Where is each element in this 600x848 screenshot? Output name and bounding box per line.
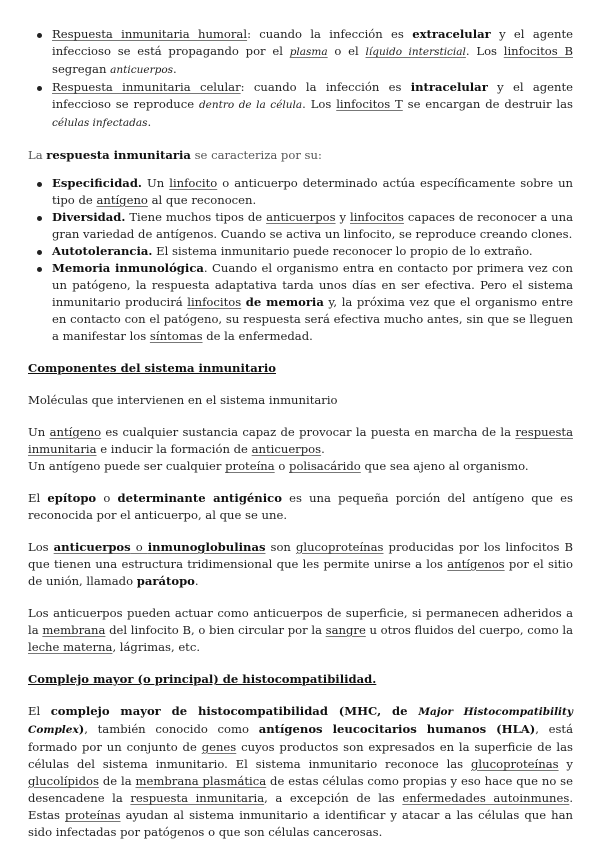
link-respuesta-humoral[interactable]: Respuesta inmunitaria humoral <box>52 27 248 41</box>
list-item-diversidad: Diversidad. Tiene muchos tipos de anticuerpos y linfocitos capaces de reconocer a una gran variedad de antígenos. Cuando se activa un linfocito, se reproduce creando clones. <box>52 210 574 241</box>
link-glucolipidos[interactable]: glucolípidos <box>28 774 99 788</box>
link-inmunoglobulinas[interactable]: inmunoglobulinas <box>147 540 266 554</box>
link-anticuerpos-formacion[interactable]: anticuerpos <box>251 442 322 456</box>
list-item-celular: Respuesta inmunitaria celular: cuando la infección es intracelular y el agente infeccioso se reproduce dentro de la célula. Los linfocitos T se encargan de destruir las células infectadas. <box>52 79 573 132</box>
link-liquido-intersticial[interactable]: líquido intersticial <box>365 46 466 58</box>
epitopo-paragraph: El epítopo o determinante antigénico es una pequeña porción del antígeno que es reconocida por el anticuerpo, al que se une. <box>28 491 573 522</box>
link-linfocitos-t[interactable]: linfocitos T <box>336 97 403 111</box>
link-linfocitos-memoria[interactable]: linfocitos <box>187 295 242 309</box>
moleculas-paragraph: Moléculas que intervienen en el sistema inmunitario <box>28 393 338 407</box>
link-antigeno[interactable]: antígeno <box>96 193 148 207</box>
antigeno-paragraph: Un antígeno es cualquier sustancia capaz de provocar la puesta en marcha de la respuesta inmunitaria e inducir la formación de anticuerpos. <box>28 425 573 456</box>
intro-paragraph: La respuesta inmunitaria se caracteriza por su: <box>28 148 322 162</box>
link-respuesta-celular[interactable]: Respuesta inmunitaria celular <box>52 80 241 94</box>
antigeno-tipos-paragraph: Un antígeno puede ser cualquier proteína o polisacárido que sea ajeno al organismo. <box>28 459 529 473</box>
characteristics-list <box>28 175 573 345</box>
link-glucoproteinas-mhc[interactable]: glucoproteínas <box>471 757 559 771</box>
mhc-paragraph: El complejo mayor de histocompatibilidad (MHC, de Major Histocompatibility Complex), también conocido como antígenos leucocitarios humanos (HLA), está formado por un conjunto de genes cuyos productos son expresados en la superficie de las células del sistema inmunitario. El sistema inmunitario reconoce las glucoproteínas y glucolípidos de la membrana plasmática de estas células como propias y eso hace que no se desencadene la respuesta inmunitaria, a excepción de las enfermedades autoinmunes. Estas proteínas ayudan al sistema inmunitario a identificar y atacar a las células que han sido infectadas por patógenos o que son células cancerosas. <box>28 704 574 839</box>
link-membrana[interactable]: membrana <box>42 623 106 637</box>
list-item-especificidad: Especificidad. Un linfocito o anticuerpo determinado actúa específicamente sobre un tipo de antígeno al que reconocen. <box>52 176 574 207</box>
link-enfermedades-autoinmunes[interactable]: enfermedades autoinmunes <box>402 791 570 805</box>
list-item-memoria: Memoria inmunológica. Cuando el organismo entra en contacto por primera vez con un patógeno, la respuesta adaptativa tarda unos días en ser efectiva. Pero el sistema inmunitario producirá linfocitos de memoria y, la próxima vez que el organismo entre en contacto con el patógeno, su respuesta será efectiva mucho antes, sin que se lleguen a manifestar los síntomas de la enfermedad. <box>52 261 573 343</box>
list-item-humoral: Respuesta inmunitaria humoral: cuando la infección es extracelular y el agente infeccioso se está propagando por el plasma o el líquido intersticial. Los linfocitos B segregan anticuerpos. <box>52 26 573 79</box>
link-proteinas[interactable]: proteínas <box>65 808 121 822</box>
link-sintomas[interactable]: síntomas <box>149 329 203 343</box>
link-membrana-plasmatica[interactable]: membrana plasmática <box>135 774 267 788</box>
link-anticuerpos[interactable]: anticuerpos <box>266 210 336 224</box>
anticuerpos-paragraph: Los anticuerpos o inmunoglobulinas son glucoproteínas producidas por los linfocitos B que tienen una estructura tridimensional que les permite unirse a los antígenos por el sitio de unión, llamado parátopo. <box>28 540 573 588</box>
link-leche-materna[interactable]: leche materna <box>28 640 113 654</box>
link-antigeno-def[interactable]: antígeno <box>49 425 102 439</box>
response-types-list <box>28 26 573 132</box>
section-heading-mhc: Complejo mayor (o principal) de histocompatibilidad. <box>28 672 377 686</box>
link-genes[interactable]: genes <box>201 740 237 754</box>
link-sangre[interactable]: sangre <box>325 623 366 637</box>
link-anticuerpos-def[interactable]: anticuerpos <box>53 540 131 554</box>
link-respuesta-inmunitaria-mhc[interactable]: respuesta inmunitaria <box>130 791 265 805</box>
link-plasma[interactable]: plasma <box>289 46 328 58</box>
link-polisacarido[interactable]: polisacárido <box>289 459 361 473</box>
list-item-autotolerancia: Autotolerancia. El sistema inmunitario puede reconocer lo propio de lo extraño. <box>52 243 573 260</box>
link-glucoproteinas[interactable]: glucoproteínas <box>295 540 384 554</box>
link-linfocitos[interactable]: linfocitos <box>350 210 404 224</box>
link-linfocitos-b[interactable]: linfocitos B <box>503 44 573 58</box>
document-page <box>28 26 573 841</box>
section-heading-componentes: Componentes del sistema inmunitario <box>28 361 277 375</box>
link-proteina[interactable]: proteína <box>225 459 275 473</box>
superficie-paragraph: Los anticuerpos pueden actuar como anticuerpos de superficie, si permanecen adheridos a la membrana del linfocito B, o bien circular por la sangre u otros fluidos del cuerpo, como la leche materna, lágrimas, etc. <box>28 606 573 654</box>
link-respuesta-inmunitaria[interactable]: respuesta inmunitaria <box>28 425 573 456</box>
link-linfocito[interactable]: linfocito <box>169 176 218 190</box>
link-antigenos[interactable]: antígenos <box>447 557 505 571</box>
